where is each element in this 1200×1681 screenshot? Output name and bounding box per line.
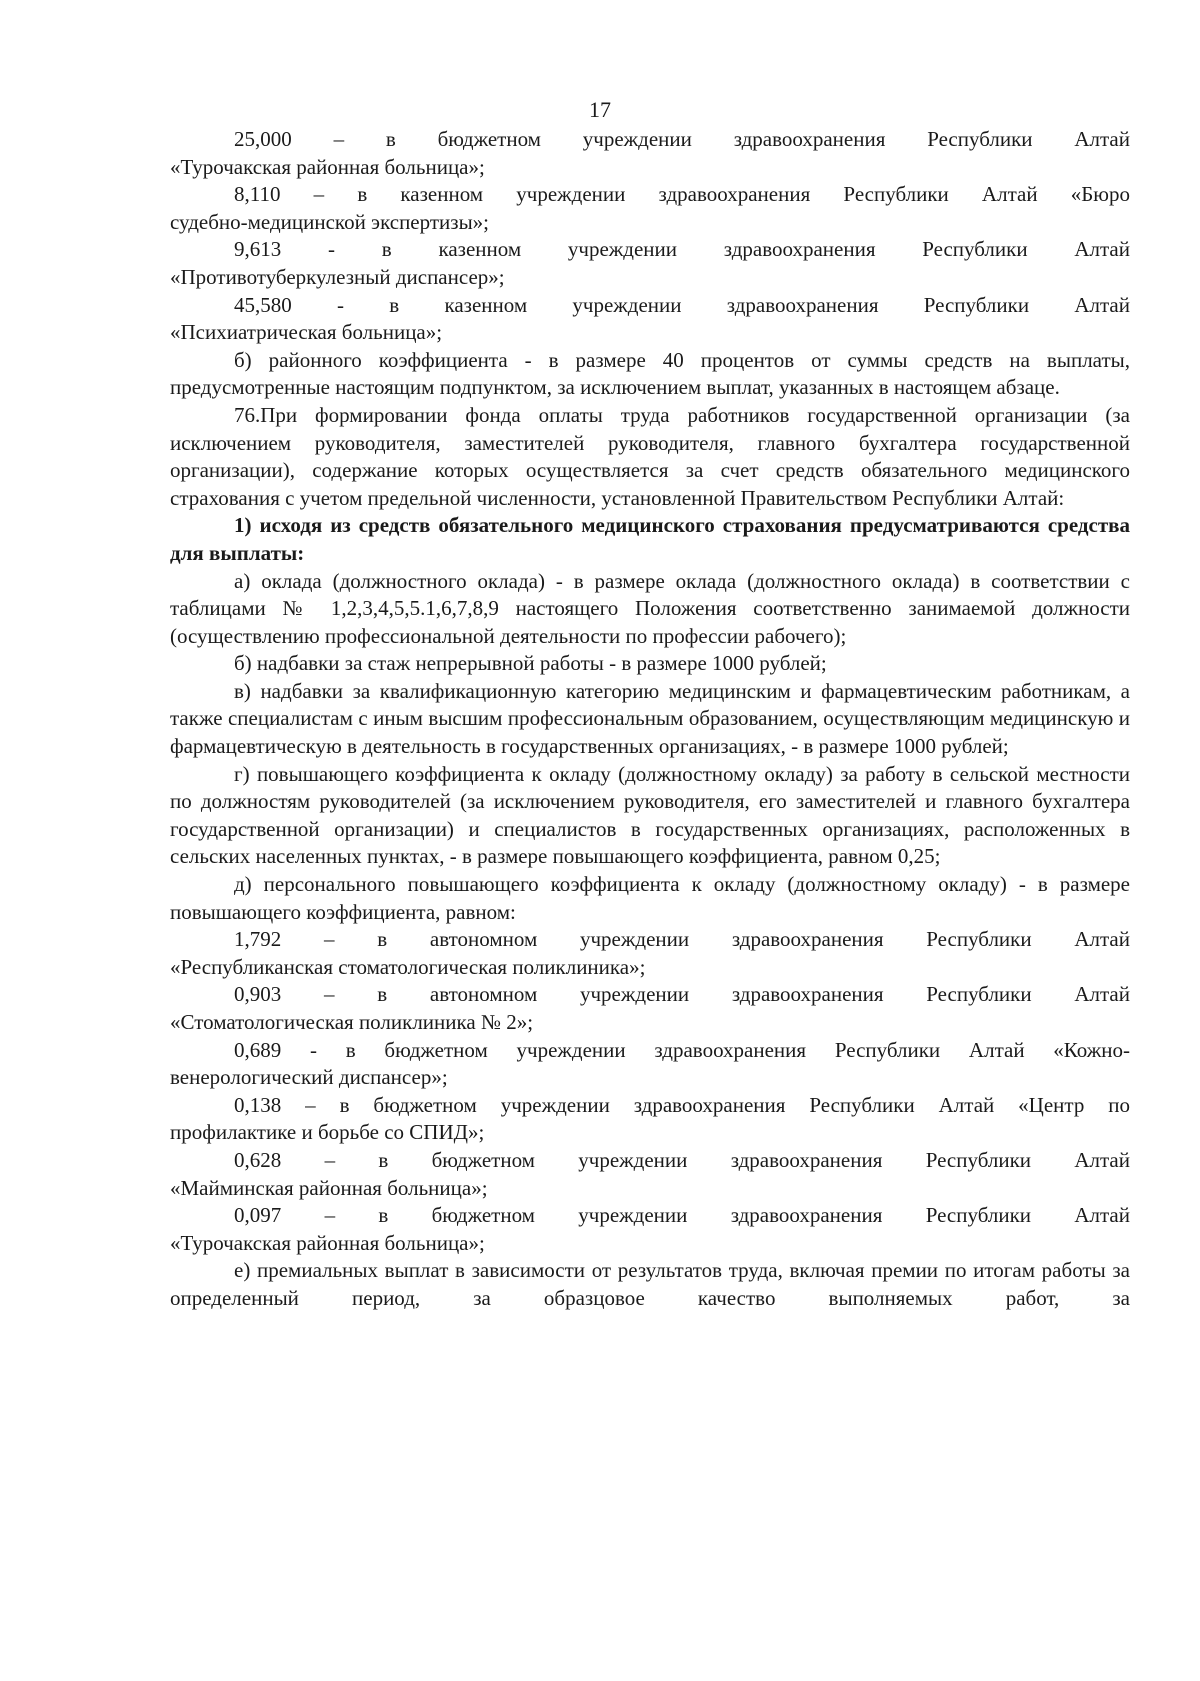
paragraph-coefficient-turochak-line-2: «Турочакская районная больница»; bbox=[170, 154, 485, 179]
paragraph-coefficient-psych-line-1: 45,580 - в казенном учреждении здравоохранения Республики Алтай bbox=[234, 292, 1130, 317]
paragraph-coefficient-tb-line-2: «Противотуберкулезный диспансер»; bbox=[170, 264, 505, 289]
paragraph-coefficient-tb-line-1: 9,613 - в казенном учреждении здравоохранения Республики Алтай bbox=[234, 237, 1130, 262]
paragraph-coefficient-dental2-line-1: 0,903 – в автономном учреждении здравоохранения Республики Алтай bbox=[234, 982, 1130, 1007]
paragraph-coefficient-mayma-line-2: «Майминская районная больница»; bbox=[170, 1175, 488, 1200]
paragraph-coefficient-aids-line-1: 0,138 – в бюджетном учреждении здравоохранения Республики Алтай «Центр по bbox=[234, 1092, 1130, 1117]
paragraph-coefficient-bureau-line-1: 8,110 – в казенном учреждении здравоохранения Республики Алтай «Бюро bbox=[234, 182, 1130, 207]
paragraph-coefficient-turochak2-line-2: «Турочакская районная больница»; bbox=[170, 1230, 485, 1255]
paragraph-coefficient-psych-line-2: «Психиатрическая больница»; bbox=[170, 320, 443, 345]
paragraph-coefficient-derm-line-1: 0,689 - в бюджетном учреждении здравоохранения Республики Алтай «Кожно- bbox=[234, 1037, 1130, 1062]
paragraph-coefficient-bureau-line-2: судебно-медицинской экспертизы»; bbox=[170, 209, 490, 234]
page-number: 17 bbox=[589, 97, 611, 122]
paragraph-coefficient-mayma-line-1: 0,628 – в бюджетном учреждении здравоохранения Республики Алтай bbox=[234, 1147, 1130, 1172]
paragraph-coefficient-dental2-line-2: «Стоматологическая поликлиника № 2»; bbox=[170, 1010, 534, 1034]
paragraph-coefficient-aids-line-2: профилактике и борьбе со СПИД»; bbox=[170, 1120, 485, 1145]
paragraph-coefficient-dental-line-2: «Республиканская стоматологическая поликлиника»; bbox=[170, 954, 646, 979]
paragraph-omi-funds: 1) исходя из средств обязательного медицинского страхования предусматриваются средства для выплаты: bbox=[170, 513, 1130, 565]
paragraph-coefficient-dental-line-1: 1,792 – в автономном учреждении здравоохранения Республики Алтай bbox=[234, 927, 1130, 952]
paragraph-coefficient-derm-line-2: венерологический диспансер»; bbox=[170, 1065, 448, 1090]
paragraph-bonus-payments: е) премиальных выплат в зависимости от результатов труда, включая премии по итогам работы за определенный период, за образцовое качество выполняемых работ, за bbox=[170, 1258, 1130, 1310]
paragraph-salary: а) оклада (должностного оклада) - в размере оклада (должностного оклада) в соответствии с таблицами № 1,2,3,4,5,5.1,6,7,8,9 настоящего Положения соответственно занимаемой должности (осуществлению профессиональной деятельности по профессии рабочего); bbox=[170, 568, 1130, 648]
paragraph-district-coefficient: б) районного коэффициента - в размере 40 процентов от суммы средств на выплаты, предусмотренные настоящим подпунктом, за исключением выплат, указанных в настоящем абзаце. bbox=[170, 347, 1130, 400]
paragraph-item-76: 76.При формировании фонда оплаты труда работников государственной организации (за исключением руководителя, заместителей руководителя, главного бухгалтера государственной организации), содержание которых осуществляется за счет средств обязательного медицинского страхования с учетом предельной численности, установленной Правительством Республики Алтай: bbox=[170, 402, 1130, 510]
paragraph-seniority-bonus: б) надбавки за стаж непрерывной работы - в размере 1000 рублей; bbox=[234, 651, 827, 676]
paragraph-coefficient-turochak2-line-1: 0,097 – в бюджетном учреждении здравоохранения Республики Алтай bbox=[234, 1203, 1130, 1228]
document-body bbox=[170, 126, 1130, 1313]
paragraph-qualification-bonus: в) надбавки за квалификационную категорию медицинским и фармацевтическим работникам, а также специалистам с иным высшим профессиональным образованием, осуществляющим медицинскую и фармацевтическую в деятельность в государственных организациях, - в размере 1000 рублей; bbox=[170, 678, 1130, 759]
paragraph-coefficient-turochak-line-1: 25,000 – в бюджетном учреждении здравоохранения Республики Алтай bbox=[234, 127, 1130, 151]
paragraph-rural-coefficient: г) повышающего коэффициента к окладу (должностному окладу) за работу в сельской местности по должностям руководителей (за исключением руководителя, его заместителей и главного бухгалтера государственной организации) и специалистов в государственных организациях, расположенных в сельских населенных пунктах, - в размере повышающего коэффициента, равном 0,25; bbox=[170, 761, 1130, 869]
paragraph-personal-coefficient: д) персонального повышающего коэффициента к окладу (должностному окладу) - в размере повышающего коэффициента, равном: bbox=[170, 872, 1130, 924]
